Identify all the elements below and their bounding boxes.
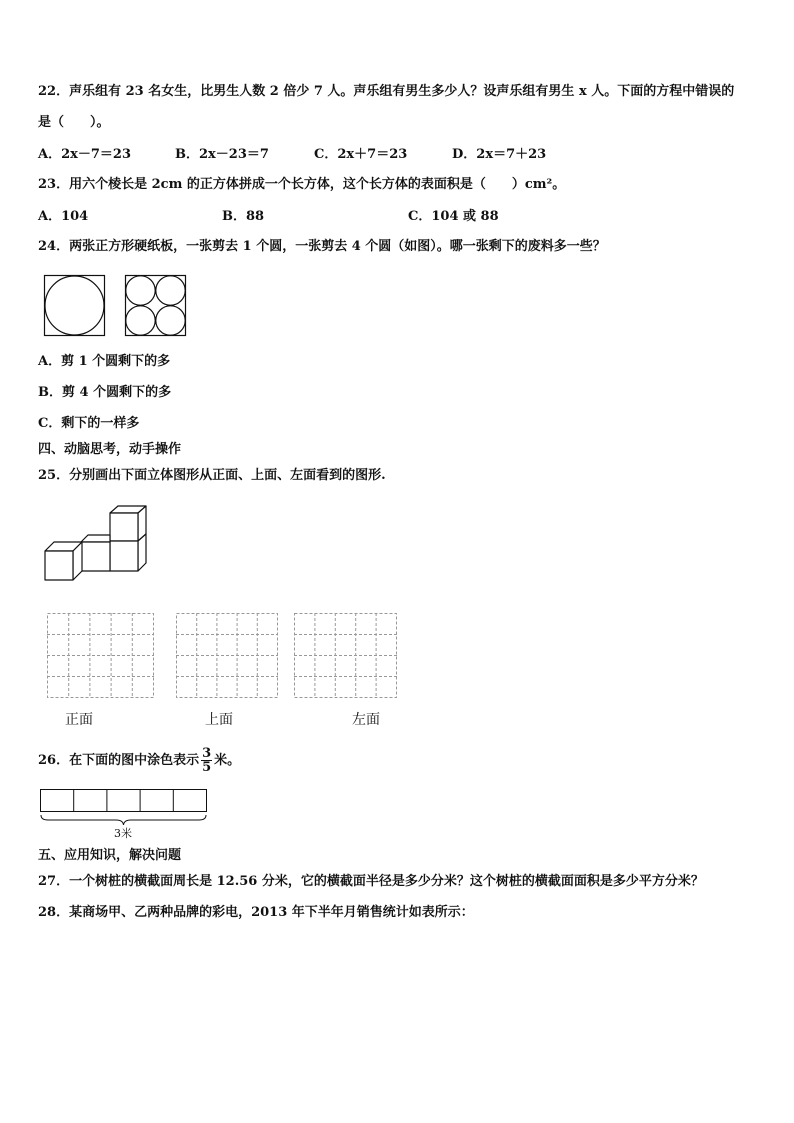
q24-option-a[interactable]: A．剪 1 个圆剩下的多 <box>38 354 171 369</box>
q23-stem: 23．用六个棱长是 2cm 的正方体拼成一个长方体，这个长方体的表面积是（ ）cm²。 <box>38 177 566 192</box>
section-four-heading: 四、动脑思考，动手操作 <box>38 442 182 457</box>
q22-option-a[interactable]: A．2x－7＝23 <box>38 147 132 162</box>
top-view-label: 上面 <box>205 712 233 728</box>
q22-stem-line1: 22．声乐组有 23 名女生，比男生人数 2 倍少 7 人。声乐组有男生多少人？设声乐组有男生 x 人。下面的方程中错误的 <box>38 84 735 99</box>
q26-stem <box>38 745 240 777</box>
q23-option-b[interactable]: B．88 <box>222 209 265 224</box>
q22-option-c[interactable]: C．2x＋7＝23 <box>314 147 408 162</box>
q25-stem: 25．分别画出下面立体图形从正面、上面、左面看到的图形. <box>38 468 386 483</box>
q28-stem: 28．某商场甲、乙两种品牌的彩电，2013 年下半年月销售统计如表所示： <box>38 905 474 920</box>
three-fifths-fraction <box>201 747 212 774</box>
q24-option-b[interactable]: B．剪 4 个圆剩下的多 <box>38 385 172 400</box>
four-circle-square-figure <box>125 275 187 337</box>
fraction-numerator: 3 <box>202 746 212 761</box>
q22-option-b[interactable]: B．2x－23＝7 <box>175 147 269 162</box>
left-view-label: 左面 <box>352 712 380 728</box>
one-circle-square-figure <box>44 275 106 337</box>
length-bar-figure[interactable] <box>40 789 208 827</box>
section-five-heading: 五、应用知识，解决问题 <box>38 848 182 863</box>
q22-stem-line2: 是（ ）。 <box>38 115 110 130</box>
q23-option-a[interactable]: A．104 <box>38 209 89 224</box>
front-view-label: 正面 <box>65 712 93 728</box>
q22-option-d[interactable]: D．2x＝7＋23 <box>452 147 547 162</box>
q24-option-c[interactable]: C．剩下的一样多 <box>38 416 140 431</box>
cube-stack-figure <box>44 505 154 585</box>
q26-suffix: 米。 <box>214 753 241 768</box>
q26-prefix: 26．在下面的图中涂色表示 <box>38 753 200 768</box>
q27-stem: 27．一个树桩的横截面周长是 12.56 分米，它的横截面半径是多少分米？这个树桩的横截面面积是多少平方分米？ <box>38 874 704 889</box>
q23-option-c[interactable]: C．104 或 88 <box>408 209 499 224</box>
fraction-denominator: 5 <box>202 760 212 775</box>
top-view-grid[interactable] <box>176 613 279 699</box>
q24-stem: 24．两张正方形硬纸板，一张剪去 1 个圆，一张剪去 4 个圆（如图）。哪一张剩下的废料多一些？ <box>38 239 606 254</box>
bar-length-label: 3米 <box>114 827 132 840</box>
front-view-grid[interactable] <box>47 613 155 699</box>
left-view-grid[interactable] <box>294 613 398 699</box>
